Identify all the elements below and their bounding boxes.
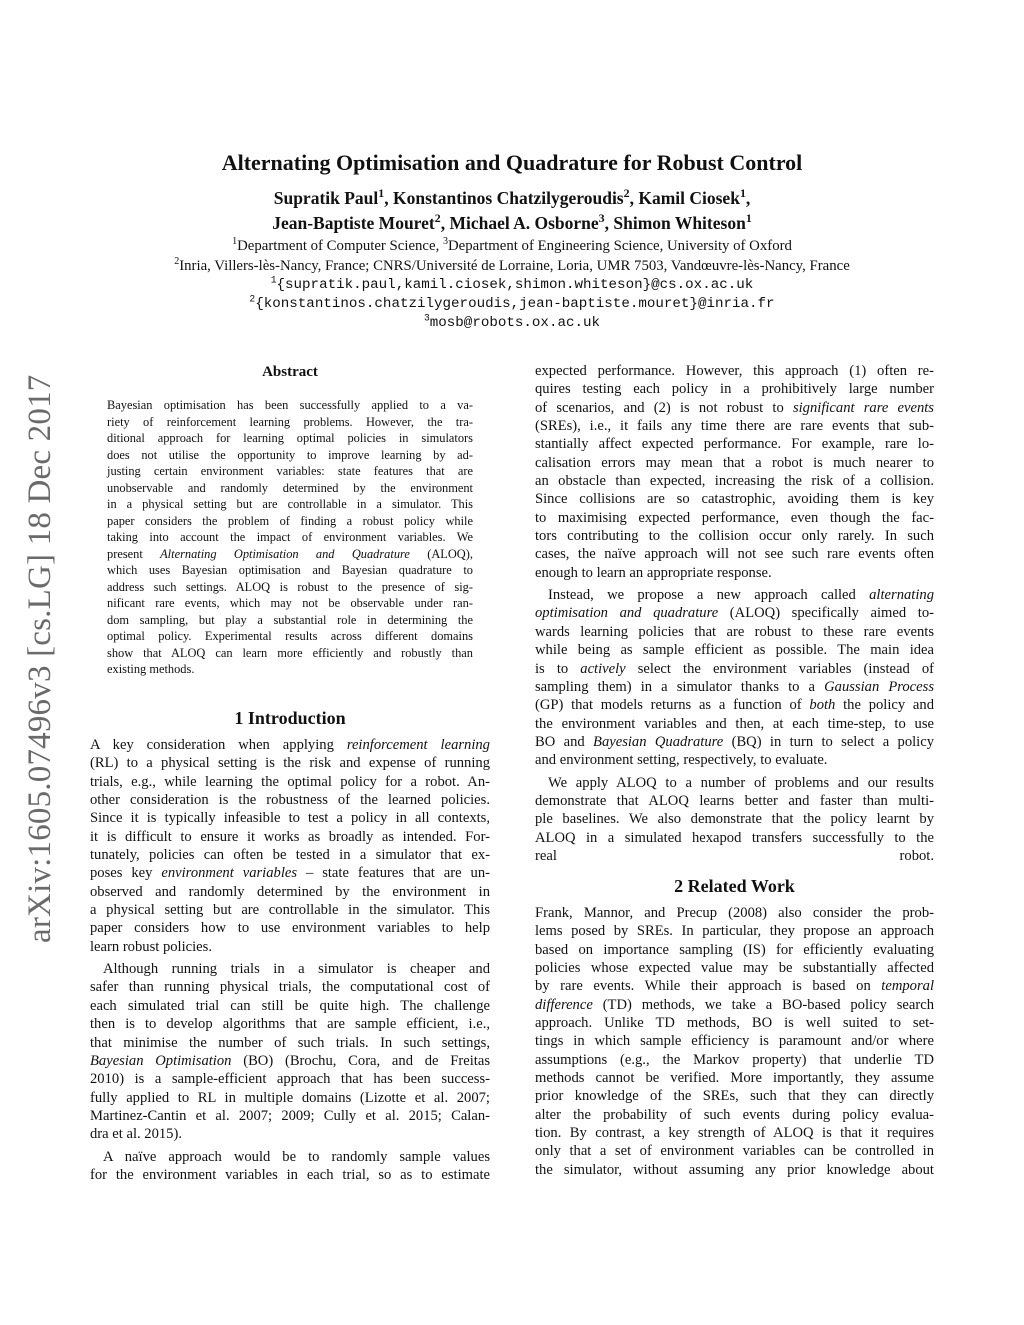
text-line: Frank, Mannor, and Precup (2008) also consider the prob- — [535, 905, 934, 921]
text-line: real robot. — [535, 847, 934, 864]
text-line: taking into account the impact of environment variables. We — [107, 530, 473, 544]
affiliation-mark: 3 — [442, 236, 448, 248]
author-affiliation-mark: 2 — [434, 211, 441, 226]
text-line: address such settings. ALOQ is robust to the presence of sig- — [107, 579, 473, 594]
right-column-body — [535, 362, 934, 865]
text-line: nificant rare events, which may not be observable under ran- — [107, 596, 473, 610]
text-line: tion. By contrast, a key strength of ALOQ is that it requires — [535, 1125, 934, 1142]
text-line: show that ALOQ can learn more efficiently and robustly than — [107, 645, 473, 660]
text-line: learn robust policies. — [90, 938, 212, 955]
text-line: for the environment variables in each trial, so as to estimate — [90, 1166, 490, 1183]
text-line: ple baselines. We also demonstrate that the policy learnt by — [535, 811, 934, 828]
author-affiliation-mark: 1 — [739, 186, 746, 201]
text-line: while being as sample efficient as possible. The main idea — [535, 642, 934, 659]
affiliation-text: Inria, Villers-lès-Nancy, France; CNRS/Université de Lorraine, Loria, UMR 7503, Vandœuvre-lès-Nancy, France — [179, 258, 850, 274]
emphasis: Bayesian Quadrature — [593, 733, 724, 750]
author-name: , Konstantinos Chatzilygeroudis — [384, 188, 624, 208]
text-line: which uses Bayesian optimisation and Bayesian quadrature to — [107, 563, 473, 577]
paragraph — [535, 362, 934, 582]
text-line: of scenarios, and (2) is not robust to significant rare events — [535, 399, 934, 416]
text-line: assumptions (e.g., the Markov property) that underlie TD — [535, 1051, 934, 1068]
text-line: it is difficult to ensure it works as broadly as intended. For- — [90, 828, 490, 845]
author-name: , Kamil Ciosek — [629, 188, 740, 208]
text-line: Martinez-Cantin et al. 2007; 2009; Cully et al. 2015; Calan- — [90, 1107, 490, 1124]
arxiv-stamp: arXiv:1605.07496v3 [cs.LG] 18 Dec 2017 — [22, 374, 58, 943]
related-work-heading: 2 Related Work — [674, 876, 795, 896]
text-line: the simulator, without assuming any prior knowledge about — [535, 1161, 934, 1178]
text-line: dra et al. 2015). — [90, 1126, 182, 1143]
text-line: optimisation and quadrature (ALOQ) specifically aimed to- — [535, 605, 934, 622]
text-line: lems posed by SREs. In particular, they propose an approach — [535, 923, 934, 940]
text-line: prior knowledge of the SREs, such that they can directly — [535, 1088, 934, 1105]
text-line: and environment setting, respectively, to evaluate. — [535, 752, 828, 769]
text-line: does not utilise the opportunity to improve learning by ad- — [107, 447, 473, 462]
author-affiliation-mark: 2 — [623, 186, 630, 201]
text-line: difference (TD) methods, we take a BO-based policy search — [535, 996, 934, 1013]
text-line: riety of reinforcement learning problems. However, the tra- — [107, 414, 473, 429]
text-line: a physical setting but are controllable in the simulator. This — [90, 902, 490, 919]
paragraph — [535, 904, 934, 1179]
paragraph — [90, 960, 490, 1143]
emphasis: Bayesian Optimisation — [90, 1052, 232, 1069]
text-line: observed and randomly determined by the environment in — [90, 883, 490, 900]
text-line: calisation errors may mean that a robot is much nearer to — [535, 454, 934, 471]
author-name: Supratik Paul — [273, 188, 379, 208]
text-line: A key consideration when applying reinforcement learning — [90, 737, 490, 753]
text-line: tors contributing to the collision occur only rarely. In such — [535, 528, 934, 545]
text-line: We apply ALOQ to a number of problems and our results — [548, 774, 934, 791]
emphasis: environment variables — [161, 865, 298, 882]
text-line: BO and Bayesian Quadrature (BQ) in turn to select a policy — [535, 733, 935, 750]
email-mark: 1 — [270, 274, 277, 286]
author-affiliation-mark: 1 — [745, 211, 752, 226]
email-line-1 — [0, 274, 1024, 293]
introduction-body — [90, 736, 490, 1184]
affiliation-line-2 — [0, 258, 1024, 275]
text-line: quires testing each policy in a prohibitively large number — [535, 381, 934, 398]
text-line: policies whose expected value may be substantially affected — [535, 960, 934, 977]
text-line: fully applied to RL in multiple domains (Lizotte et al. 2007; — [90, 1089, 490, 1106]
emphasis: Alternating Optimisation and Quadrature — [160, 546, 410, 561]
author-line-2 — [0, 213, 1024, 234]
text-line: the environment variables and then, at each time-step, to use — [535, 715, 934, 732]
text-line: A naïve approach would be to randomly sample values — [103, 1148, 490, 1165]
text-line: wards learning policies that are robust to these rare events — [535, 623, 934, 640]
text-line: only that a set of environment variables can be controlled in — [535, 1143, 934, 1160]
text-line: Since collisions are so catastrophic, avoiding them is key — [535, 491, 934, 508]
text-line: existing methods. — [107, 662, 195, 676]
emphasis: actively — [580, 660, 626, 677]
text-line: tunately, policies can often be tested in a simulator that ex- — [90, 847, 490, 864]
text-line: ALOQ in a simulated hexapod transfers successfully to the — [535, 829, 934, 846]
text-line: each simulated trial can still be quite high. The challenge — [90, 997, 490, 1014]
author-separator: , — [745, 188, 751, 208]
emphasis: significant rare events — [792, 399, 934, 416]
paper-title: Alternating Optimisation and Quadrature for Robust Control — [221, 150, 803, 175]
author-name: , Michael A. Osborne — [440, 213, 599, 233]
author-line-1 — [0, 188, 1024, 209]
email-address: mosb@robots.ox.ac.uk — [429, 315, 601, 331]
text-line: poses key environment variables – state features that are un- — [90, 865, 490, 882]
affiliation-text: Department of Computer Science, — [237, 238, 443, 254]
text-line: demonstrate that ALOQ learns better and faster than multi- — [535, 792, 934, 809]
text-line: enough to learn an appropriate response. — [535, 564, 772, 581]
text-line: tings in which sample efficiency is paramount and/or where — [535, 1033, 934, 1050]
text-line: approach. Unlike TD methods, BO is well suited to set- — [535, 1015, 934, 1032]
abstract-body — [107, 397, 473, 678]
text-line: stantially affect expected performance. For example, rare lo- — [535, 436, 934, 453]
text-line: unobservable and randomly determined by the environment — [107, 480, 473, 495]
text-line: trials, e.g., while learning the optimal policy for a robot. An- — [90, 773, 490, 790]
text-line: present Alternating Optimisation and Quadrature (ALOQ), — [107, 546, 473, 561]
emphasis: optimisation and quadrature — [535, 605, 719, 622]
text-line: Bayesian Optimisation (BO) (Brochu, Cora, and de Freitas — [90, 1052, 490, 1069]
emphasis: temporal — [881, 978, 934, 995]
text-line: based on importance sampling (IS) for efficiently evaluating — [535, 941, 934, 958]
author-affiliation-mark: 3 — [598, 211, 605, 226]
text-line: then is to develop algorithms that are sample efficient, i.e., — [90, 1016, 490, 1033]
author-name: Jean-Baptiste Mouret — [272, 213, 435, 233]
email-line-2 — [0, 293, 1024, 312]
email-address: {supratik.paul,kamil.ciosek,shimon.whiteson}@cs.ox.ac.uk — [276, 277, 754, 293]
text-line: methods cannot be verified. More importantly, they assume — [535, 1070, 934, 1087]
text-line: (GP) that models returns as a function of both the policy and — [535, 697, 934, 714]
paragraph — [535, 586, 934, 769]
text-line: expected performance. However, this approach (1) often re- — [535, 363, 934, 379]
text-line: sampling them) in a simulator thanks to a Gaussian Process — [535, 678, 934, 695]
text-line: (SREs), i.e., it fails any time there are rare events that sub- — [535, 418, 934, 435]
text-line: Instead, we propose a new approach called alternating — [548, 587, 934, 604]
emphasis: difference — [535, 996, 593, 1013]
text-line: Bayesian optimisation has been successfully applied to a va- — [107, 398, 473, 412]
text-line: Although running trials in a simulator is cheaper and — [103, 961, 490, 978]
related-work-body — [535, 904, 934, 1179]
emphasis: alternating — [869, 587, 934, 604]
text-line: to maximising expected performance, even though the fac- — [535, 509, 934, 526]
affiliation-mark: 1 — [232, 236, 238, 248]
text-line: in a physical setting but are controllable in a simulator. This — [107, 497, 473, 511]
text-line: that minimise the number of such trials. In such settings, — [90, 1034, 490, 1051]
paragraph — [90, 736, 490, 956]
text-line: Since it is typically infeasible to test a policy in all contexts, — [90, 810, 490, 827]
text-line: optimal policy. Experimental results across different domains — [107, 629, 473, 643]
paragraph — [90, 1148, 490, 1185]
affiliation-text: Department of Engineering Science, University of Oxford — [448, 238, 792, 254]
text-line: alter the probability of such events during policy evalua- — [535, 1106, 934, 1123]
text-line: paper considers the problem of finding a robust policy while — [107, 513, 473, 528]
introduction-heading: 1 Introduction — [234, 708, 346, 728]
text-line: by rare events. While their approach is based on temporal — [535, 978, 934, 995]
text-line: cases, the naïve approach will not see such rare events often — [535, 546, 934, 563]
text-line: other consideration is the robustness of the learned policies. — [90, 792, 490, 809]
emphasis: both — [809, 697, 836, 714]
email-address: {konstantinos.chatzilygeroudis,jean-baptiste.mouret}@inria.fr — [255, 296, 775, 312]
emphasis: Gaussian Process — [824, 678, 934, 695]
author-name: , Shimon Whiteson — [604, 213, 746, 233]
affiliation-mark: 2 — [174, 256, 180, 268]
text-line: ditional approach for learning optimal policies in simulators — [107, 431, 473, 445]
text-line: paper considers how to use environment variables to help — [90, 920, 490, 937]
author-affiliation-mark: 1 — [378, 186, 385, 201]
text-line: dom sampling, but play a substantial role in determining the — [107, 612, 473, 627]
email-line-3 — [0, 312, 1024, 331]
text-line: is to actively select the environment variables (instead of — [535, 660, 934, 677]
text-line: (RL) to a physical setting is the risk and expense of running — [90, 755, 490, 772]
text-line: safer than running physical trials, the computational cost of — [90, 979, 490, 996]
text-line: 2010) is a sample-efficient approach that has been success- — [90, 1071, 490, 1088]
abstract-heading: Abstract — [262, 364, 318, 380]
text-line: justing certain environment variables: state features that are — [107, 464, 473, 478]
email-mark: 3 — [423, 312, 430, 324]
email-mark: 2 — [249, 293, 256, 305]
affiliation-line-1 — [0, 238, 1024, 255]
emphasis: reinforcement learning — [346, 737, 490, 753]
text-line: an obstacle than expected, increasing the risk of a collision. — [535, 473, 934, 490]
paragraph — [535, 774, 934, 866]
